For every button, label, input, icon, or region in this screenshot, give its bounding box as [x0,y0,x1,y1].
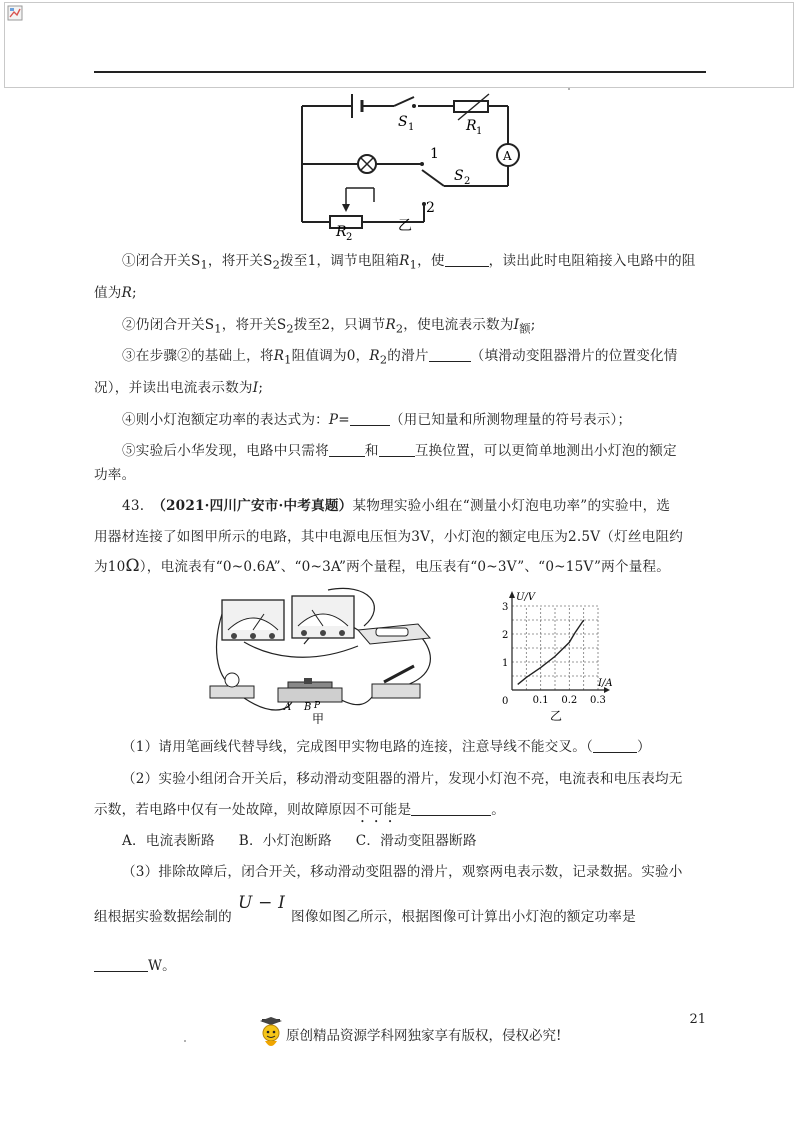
u-i-chart [492,588,622,726]
answer-blank[interactable] [94,957,148,972]
terminal-b-label: B [304,702,312,713]
answer-options [94,831,706,851]
figure-caption: 乙 [398,218,412,234]
sub-question-2-line-1: （2）实验小组闭合开关后，移动滑动变阻器的滑片，发现小灯泡不亮，电流表和电压表均无 [122,771,683,787]
page-number: 21 [689,1012,706,1027]
lamp-holder-icon [210,686,254,698]
answer-blank[interactable] [445,252,489,267]
origin-label: 0 [502,696,509,707]
data-series-line [518,620,584,684]
option-a[interactable]: A．电流表断路 [122,833,215,849]
sub-question-3-line-3: W。 [94,956,706,976]
slider-arrow-icon [342,204,350,212]
circuit-diagram [294,92,524,240]
step-4: ④则小灯泡额定功率的表达式为：P= （用已知量和所测物理量的符号表示）； [122,412,632,428]
s1-subscript: 1 [408,122,415,133]
y-tick-label: 3 [502,602,509,613]
footer [258,1014,561,1054]
u-i-formula: U − I [237,893,286,913]
answer-blank[interactable] [329,442,365,457]
sub-question-1: （1）请用笔画线代替导线，完成图甲实物电路的连接，注意导线不能交叉。（ ） [122,739,651,755]
answer-blank[interactable] [593,738,637,753]
r2-label: R [336,224,347,240]
step-2: ②仍闭合开关$S_1$，将开关$S_2$拨至2，只调节$R_2$，使电流表示数为$I_额$; [122,317,536,336]
option-b[interactable]: B．小灯泡断路 [238,833,332,849]
s2-label: S [454,168,464,184]
slider-p-label: P [314,701,321,711]
rheostat-icon [278,688,342,702]
scan-dot [184,1040,186,1042]
answer-blank[interactable] [379,442,415,457]
question-43-line-3: 为10Ω），电流表有“0~0.6A”、“0~3A”两个量程，电压表有“0~3V”、“0~15V”两个量程。 [94,556,671,576]
sub-question-2-line-2: 示数，若电路中仅有一处故障，则故障原因不可能是 。 [94,802,506,818]
x-tick-label: 0.3 [590,695,606,706]
y-tick-label: 1 [502,658,509,669]
broken-image-icon [7,5,23,21]
y-axis-label: U/V [516,592,536,603]
chart-caption: 乙 [550,709,563,723]
step-1-line-2: 值为R; [94,285,137,301]
mascot-logo-icon [258,1017,284,1051]
switch-position-2: 2 [426,200,435,216]
answer-blank[interactable] [411,801,491,816]
question-43-line-1: 43. （2021·四川广安市·中考真题）某物理实验小组在“测量小灯泡电功率”的实验中，选 [122,498,671,514]
ammeter-label: A [503,149,512,163]
y-axis-arrow-icon [509,591,515,598]
answer-blank[interactable] [429,347,471,362]
y-tick-label: 2 [502,630,509,641]
sub-question-3-line-1: （3）排除故障后，闭合开关，移动滑动变阻器的滑片，观察两电表示数，记录数据。实验小 [122,864,683,880]
step-3-line-2: 况），并读出电流表示数为I; [94,380,264,396]
x-tick-label: 0.2 [561,695,578,706]
header-frame [4,2,794,88]
figure-caption: 甲 [312,712,325,724]
emphasis-text: 不可能 [356,802,398,818]
switch-icon [372,684,420,698]
header-rule [94,71,706,73]
step-3-line-1: ③在步骤②的基础上，将$R_1$阻值调为0，$R_2$的滑片 （填滑动变阻器滑片的位置变化情 [122,348,678,367]
step-5-line-1: ⑤实验后小华发现，电路中只需将 和 互换位置，可以更简单地测出小灯泡的额定 [122,443,677,459]
switch-position-1: 1 [430,146,439,162]
s1-label: S [398,114,408,130]
r1-subscript: 1 [476,126,483,137]
terminal-a-label: A [284,702,292,713]
step-1-line-1: ①闭合开关$S_1$，将开关$S_2$拨至1，调节电阻箱$R_1$，使 ，读出此时电阻箱接入电路中的阻 [122,253,696,272]
sub-question-3-line-2: 组根据实验数据绘制的U − I图像如图乙所示，根据图像可计算出小灯泡的额定功率是 [94,893,636,925]
question-43-line-2: 用器材连接了如图甲所示的电路，其中电源电压恒为3V，小灯泡的额定电压为2.5V（灯丝电阻约 [94,529,684,545]
x-axis-label: I/A [598,678,613,689]
step-5-line-2: 功率。 [94,467,136,483]
footer-copyright: 原创精品资源学科网独家享有版权，侵权必究! [286,1028,562,1044]
r2-subscript: 2 [346,232,353,240]
scan-dot [568,88,570,90]
s2-subscript: 2 [464,176,471,187]
answer-blank[interactable] [350,411,390,426]
x-tick-label: 0.1 [532,695,549,706]
r1-label: R [466,118,477,134]
apparatus-figure [208,586,444,724]
option-c[interactable]: C．滑动变阻器断路 [355,833,477,849]
question-number: 43. [122,498,145,514]
question-source: （2021·四川广安市·中考真题） [152,498,353,514]
